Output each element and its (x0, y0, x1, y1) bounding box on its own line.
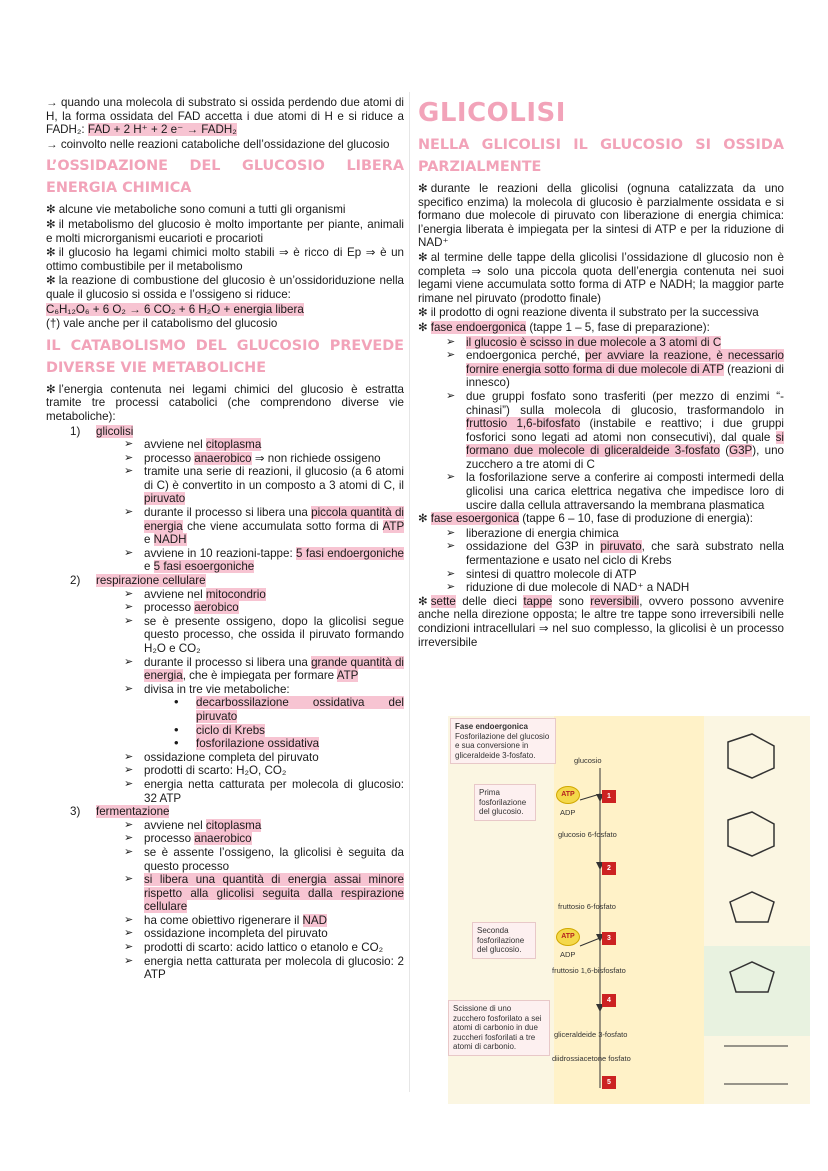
list-item: ➢ endoergonica perché, per avviare la reazione, è necessario fornire energia sotto forma di due molecole di ATP (reazioni di innesco) (446, 349, 784, 390)
heading-glicolisi: NELLA GLICOLISI IL GLUCOSIO SI OSSIDA PARZIALMENTE (418, 137, 784, 175)
page-title: GLICOLISI (418, 98, 566, 128)
molecule-glucosio-6-fosfato: glucosio 6-fosfato (558, 830, 617, 839)
processi-list (46, 425, 404, 982)
list-item: ➢ durante il processo si libera una grande quantità di energia, che è impiegata per formare ATP (124, 656, 404, 683)
heading-ossidazione: L’OSSIDAZIONE DEL GLUCOSIO LIBERA ENERGIA CHIMICA (46, 158, 404, 197)
molecule-fruttosio-6-fosfato: fruttosio 6-fosfato (558, 902, 616, 911)
atp-icon: ATP (556, 786, 580, 804)
annotation-seconda: Seconda fosforilazione del glucosio. (472, 922, 536, 959)
list-item: ➢ liberazione di energia chimica (446, 527, 784, 541)
glicolisi-point: ✻ al termine delle tappe della glicolisi l’ossidazione dl glucosio non è completa ⇒ solo una piccola quota dell’energia contenuta nei suoi legami viene accumulata sotto forma di ATP e NADH; la maggior parte rimane nel piruvato (prodotto finale) (418, 250, 784, 305)
step-badge: 3 (602, 932, 616, 945)
fase-esoergonica: ✻ fase esoergonica (tappe 6 – 10, fase di produzione di energia): (418, 512, 753, 526)
reversibility-note: ✻ sette delle dieci tappe sono reversibili, ovvero possono avvenire anche nella direzione opposta; le altre tre tappe sono irreversibili nelle condizioni intracellulari ⇒ nel suo complesso, la glicolisi è un processo irreversibile (418, 594, 784, 649)
processo-respirazione: 2) respirazione cellulare ➢ avviene nel mitocondrio ➢ processo aerobico ➢ se è presente ossigeno, dopo la glicolisi segue questo processo, che ossida il piruvato formando H₂O e CO₂ ➢ durante il processo si libera una grande quantità di energia, che è impiegata per formare ATP ➢ divisa in tre vie metaboliche: • decarbossilazione ossidativa del piruvato • ciclo di Krebs • fosforilazione ossidativa ➢ ossidazione completa del piruvato ➢ prodotti di scarto: H₂O, CO₂ ➢ energia netta catturata per molecola di glucosio: 32 ATP (46, 574, 404, 805)
ossidazione-point: ✻ il glucosio ha legami chimici molto stabili ⇒ è ricco di Ep ⇒ è un ottimo combustibile per il metabolismo (46, 246, 404, 273)
molecule-glucosio: glucosio (574, 756, 602, 765)
list-item: ➢ avviene nel citoplasma (124, 819, 404, 833)
left-column (46, 96, 404, 982)
list-item: ➢ prodotti di scarto: acido lattico o etanolo e CO₂ (124, 941, 404, 955)
step-badge: 1 (602, 790, 616, 803)
list-item: ➢ ossidazione del G3P in piruvato, che sarà substrato nella fermentazione e usato nel ciclo di Krebs (446, 540, 784, 567)
column-divider (409, 92, 410, 1092)
glucose-ring (728, 734, 774, 778)
list-item: ➢ processo anaerobico ⇒ non richiede ossigeno (124, 452, 404, 466)
list-item: ➢ ossidazione completa del piruvato (124, 751, 404, 765)
list-item: ➢ se è presente ossigeno, dopo la glicolisi segue questo processo, che ossida il piruvato formando H₂O e CO₂ (124, 615, 404, 656)
list-item: ➢ due gruppi fosfato sono trasferiti (per mezzo di enzimi “-chinasi”) sulla molecola di glucosio, trasformandolo in fruttosio 1,6-bifosfato (instabile e reattivo; i due gruppi fosforici sono legati ad atomi non consecutivi), dal quale si formano due molecole di gliceraldeide 3-fosfato (G3P), uno zucchero a tre atomi di C (446, 390, 784, 472)
glicolisi-point: ✻ il prodotto di ogni reazione diventa il substrato per la successiva (418, 306, 759, 320)
list-item: ➢ riduzione di due molecole di NAD⁺ a NADH (446, 581, 784, 595)
annotation-fase: Fase endoergonica Fosforilazione del glucosio e sua conversione in gliceraldeide 3-fosfato. (450, 718, 556, 764)
fructose-panel (704, 946, 810, 1036)
molecule-fruttosio-16-bisfosfato: fruttosio 1,6-bisfosfato (552, 966, 626, 975)
list-item: ➢ energia netta catturata per molecola di glucosio: 32 ATP (124, 778, 404, 805)
glicolisi-point: ✻ durante le reazioni della glicolisi (ognuna catalizzata da uno specifico enzima) la molecola di glucosio è parzialmente ossidata e si formano due molecole di piruvato con liberazione di energia chimica: l’energia liberata è impiegata per la sintesi di ATP e per la riduzione di NAD⁺ (418, 182, 784, 250)
list-item: ➢ avviene nel citoplasma (124, 438, 404, 452)
step-badge: 4 (602, 994, 616, 1007)
glycolysis-figure (448, 716, 810, 1104)
via-metabolica: • decarbossilazione ossidativa del piruvato (174, 696, 404, 723)
list-item: ➢ si libera una quantità di energia assai minore rispetto alla glicolisi seguita dalla respirazione cellulare (124, 873, 404, 914)
list-item: ➢ ossidazione incompleta del piruvato (124, 927, 404, 941)
equation-note: (†) vale anche per il catabolismo del glucosio (46, 317, 278, 331)
fad-note: → coinvolto nelle reazioni cataboliche dell’ossidazione del glucosio (46, 137, 390, 151)
list-item: ➢ energia netta catturata per molecola di glucosio: 2 ATP (124, 955, 404, 982)
list-item: ➢ il glucosio è scisso in due molecole a 3 atomi di C (446, 336, 784, 350)
via-metabolica: • ciclo di Krebs (174, 724, 404, 738)
adp-label: ADP (560, 950, 576, 959)
processo-glicolisi: 1) glicolisi ➢ avviene nel citoplasma ➢ processo anaerobico ⇒ non richiede ossigeno ➢ tramite una serie di reazioni, il glucosio (a 6 atomi di C) è convertito in un composto a 3 atomi di C, il piruvato ➢ durante il processo si libera una piccola quantità di energia che viene accumulata sotto forma di ATP e NADH ➢ avviene in 10 reazioni-tappe: 5 fasi endoergoniche e 5 fasi esoergoniche (46, 425, 404, 575)
list-item: ➢ ha come obiettivo rigenerare il NAD (124, 914, 404, 928)
list-item: ➢ processo anaerobico (124, 832, 404, 846)
list-item: ➢ tramite una serie di reazioni, il glucosio (a 6 atomi di C) è convertito in un composto a 3 atomi di C, il piruvato (124, 465, 404, 506)
annotation-scissione: Scissione di uno zucchero fosforilato a sei atomi di carbonio in due zuccheri fosforilati a tre atomi di carbonio. (448, 1000, 550, 1056)
fase-endoergonica: ✻ fase endoergonica (tappe 1 – 5, fase di preparazione): (418, 320, 710, 334)
step-badge: 2 (602, 862, 616, 875)
combustion-equation: C₆H₁₂O₆ + 6 O₂ → 6 CO₂ + 6 H₂O + energia libera (46, 302, 304, 316)
via-metabolica: • fosforilazione ossidativa (174, 737, 404, 751)
processo-fermentazione: 3) fermentazione ➢ avviene nel citoplasma ➢ processo anaerobico ➢ se è assente l’ossigeno, la glicolisi è seguita da questo processo ➢ si libera una quantità di energia assai minore rispetto alla glicolisi seguita dalla respirazione cellulare ➢ ha come obiettivo rigenerare il NAD ➢ ossidazione incompleta del piruvato ➢ prodotti di scarto: acido lattico o etanolo e CO₂ ➢ energia netta catturata per molecola di glucosio: 2 ATP (46, 805, 404, 982)
list-item: ➢ sintesi di quattro molecole di ATP (446, 568, 784, 582)
annotation-prima: Prima fosforilazione del glucosio. (474, 784, 536, 821)
fructose6p-ring (730, 892, 774, 922)
atp-icon: ATP (556, 928, 580, 946)
list-item: ➢ la fosforilazione serve a conferire ai composti intermedi della glicolisi una carica elettrica negativa che impedisce loro di uscire dalla cellula attraversando la membrana plasmatica (446, 471, 784, 512)
step-badge: 5 (602, 1076, 616, 1089)
list-item: ➢ prodotti di scarto: H₂O, CO₂ (124, 764, 404, 778)
molecule-gliceraldeide-3-fosfato: gliceraldeide 3-fosfato (554, 1030, 628, 1039)
ossidazione-point: ✻ il metabolismo del glucosio è molto importante per piante, animali e molti microrganismi eucarioti e procarioti (46, 217, 404, 245)
heading-catabolismo: IL CATABOLISMO DEL GLUCOSIO PREVEDE DIVERSE VIE METABOLICHE (46, 337, 404, 376)
list-item: ➢ avviene nel mitocondrio (124, 588, 404, 602)
molecule-diidrossiacetone-fosfato: diidrossiacetone fosfato (552, 1054, 631, 1063)
list-item: ➢ divisa in tre vie metaboliche: • decarbossilazione ossidativa del piruvato • ciclo di Krebs • fosforilazione ossidativa (124, 683, 404, 751)
list-item: ➢ se è assente l’ossigeno, la glicolisi è seguita da questo processo (124, 846, 404, 873)
list-item: ➢ avviene in 10 reazioni-tappe: 5 fasi endoergoniche e 5 fasi esoergoniche (124, 547, 404, 574)
glucose6p-ring (728, 812, 774, 856)
adp-label: ADP (560, 808, 576, 817)
fad-intro: → quando una molecola di substrato si ossida perdendo due atomi di H, la forma ossidata del FAD accetta i due atomi di H e si riduce a FADH₂: FAD + 2 H⁺ + 2 e⁻ → FADH₂ (46, 96, 404, 137)
ossidazione-point: ✻ alcune vie metaboliche sono comuni a tutti gli organismi (46, 203, 346, 217)
catabolismo-intro: ✻ l’energia contenuta nei legami chimici del glucosio è estratta tramite tre processi catabolici (che comprendono diverse vie metaboliche): (46, 382, 404, 423)
list-item: ➢ processo aerobico (124, 601, 404, 615)
right-column (418, 96, 784, 650)
list-item: ➢ durante il processo si libera una piccola quantità di energia che viene accumulata sotto forma di ATP e NADH (124, 506, 404, 547)
ossidazione-point: ✻ la reazione di combustione del glucosio è un’ossidoriduzione nella quale il glucosio si ossida e l’ossigeno si riduce: (46, 274, 404, 301)
